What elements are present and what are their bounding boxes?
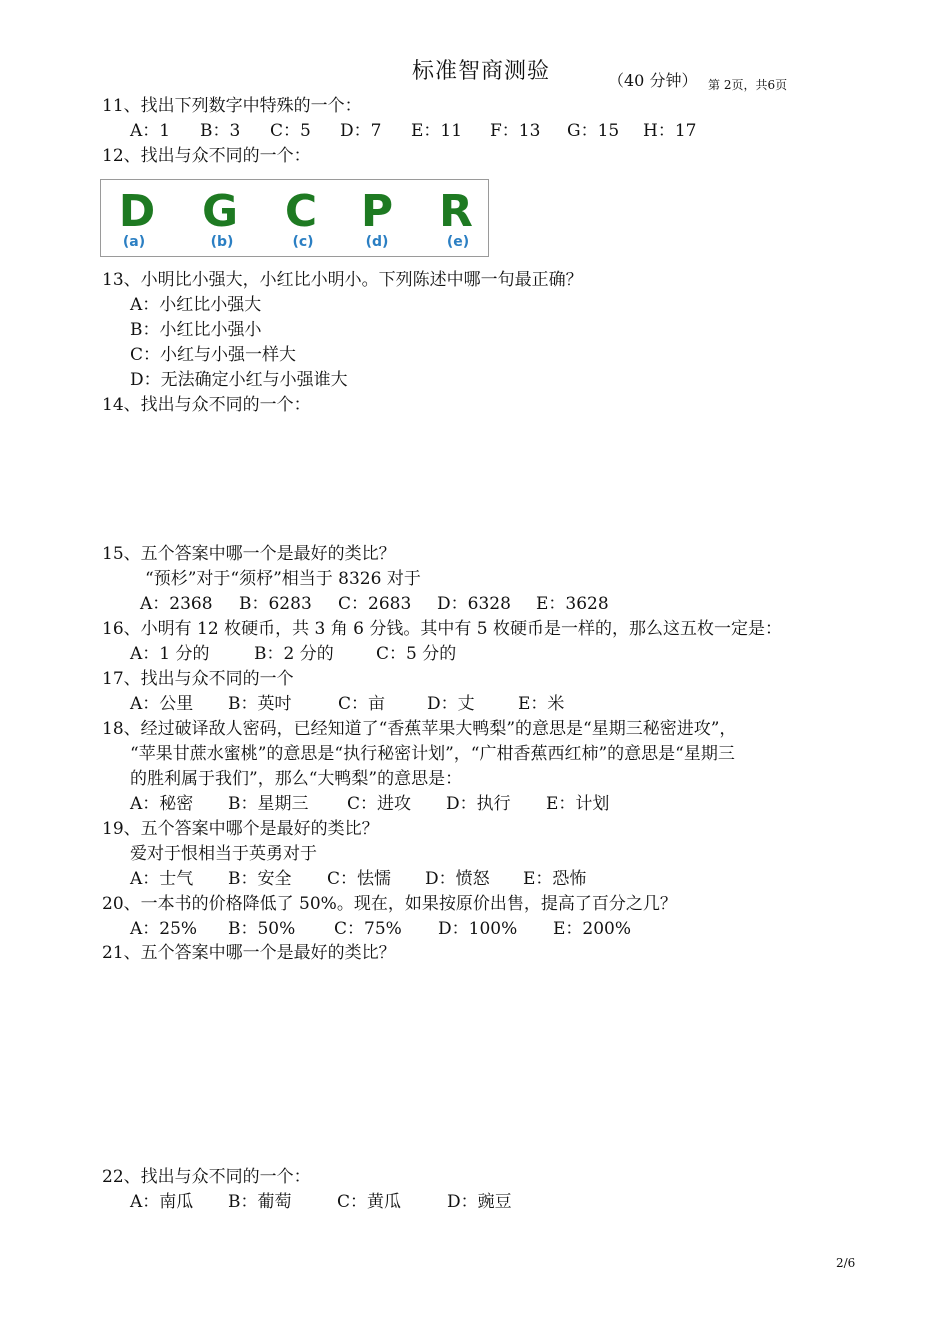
question-21: 21、五个答案中哪一个是最好的类比？ <box>102 943 396 963</box>
option-h: H：17 <box>643 121 697 141</box>
question-19-options <box>130 867 586 891</box>
letter-d: P <box>360 186 394 237</box>
option-d: D：7 <box>340 121 382 141</box>
question-12: 12、找出与众不同的一个： <box>102 146 311 166</box>
label-c: (c) <box>292 234 314 250</box>
option-e: E：200% <box>553 919 632 939</box>
page-title: 标准智商测验 <box>412 59 551 84</box>
option-a: A：1 分的 <box>130 644 210 664</box>
option-a: A：公里 <box>130 694 194 714</box>
question-20: 20、一本书的价格降低了 50%。现在，如果按原价出售，提高了百分之几？ <box>102 894 677 914</box>
test-duration: （40 分钟） <box>608 71 698 90</box>
q13-option-b: B：小红比小强小 <box>130 320 262 340</box>
option-e: E：11 <box>411 121 463 141</box>
q13-option-d: D：无法确定小红与小强谁大 <box>130 370 348 390</box>
option-b: B：6283 <box>239 594 312 614</box>
option-b: B：50% <box>228 919 296 939</box>
option-a: A：南瓜 <box>130 1192 194 1212</box>
question-17-options <box>130 692 564 716</box>
option-c: C：2683 <box>338 594 412 614</box>
question-17: 17、找出与众不同的一个 <box>102 669 294 689</box>
option-d: D：丈 <box>427 694 475 714</box>
page-number: 2/6 <box>836 1256 856 1270</box>
label-d: (d) <box>365 234 389 250</box>
option-c: C：怯懦 <box>327 869 392 889</box>
question-22-options <box>130 1190 512 1214</box>
letter-e: R <box>439 186 473 237</box>
question-22: 22、找出与众不同的一个： <box>102 1167 311 1187</box>
option-c: C：亩 <box>338 694 386 714</box>
option-e: E：计划 <box>546 794 610 814</box>
q13-option-c: C：小红与小强一样大 <box>130 345 297 365</box>
question-16: 16、小明有 12 枚硬币，共 3 角 6 分钱。其中有 5 枚硬币是一样的，那么这五枚一定是： <box>102 619 782 639</box>
letter-c: C <box>284 186 318 237</box>
option-a: A：25% <box>130 919 198 939</box>
option-c: C：黄瓜 <box>337 1192 402 1212</box>
option-c: C：5 分的 <box>376 644 457 664</box>
question-15-stem: “预杉”对于“须杼”相当于 8326 对于 <box>145 569 421 589</box>
option-c: C：75% <box>334 919 402 939</box>
option-b: B：星期三 <box>228 794 309 814</box>
option-c: C：5 <box>270 121 311 141</box>
letter-a: D <box>118 186 156 237</box>
option-b: B：安全 <box>228 869 292 889</box>
question-20-options <box>130 917 631 941</box>
label-b: (b) <box>210 234 234 250</box>
option-b: B：葡萄 <box>228 1192 292 1212</box>
question-14: 14、找出与众不同的一个： <box>102 395 311 415</box>
question-18-options <box>130 792 609 816</box>
question-16-options <box>130 642 456 666</box>
question-15: 15、五个答案中哪一个是最好的类比？ <box>102 544 396 564</box>
option-a: A：秘密 <box>130 794 194 814</box>
option-d: D：豌豆 <box>447 1192 512 1212</box>
question-19-stem: 爱对于恨相当于英勇对于 <box>130 844 317 864</box>
letters-figure <box>100 179 489 257</box>
question-18-line3: 的胜利属于我们”，那么“大鸭梨”的意思是： <box>130 769 463 789</box>
option-a: A：1 <box>130 121 171 141</box>
q13-option-a: A：小红比小强大 <box>130 295 262 315</box>
question-18-line2: “苹果甘蔗水蜜桃”的意思是“执行秘密计划”，“广柑香蕉西红柿”的意思是“星期三 <box>130 744 735 764</box>
option-d: D：执行 <box>446 794 511 814</box>
option-c: C：进攻 <box>347 794 412 814</box>
option-d: D：6328 <box>437 594 511 614</box>
option-a: A：士气 <box>130 869 194 889</box>
option-b: B：2 分的 <box>254 644 334 664</box>
question-19: 19、五个答案中哪个是最好的类比？ <box>102 819 379 839</box>
question-11-options <box>130 119 696 143</box>
question-13: 13、小明比小强大，小红比小明小。下列陈述中哪一句最正确？ <box>102 270 583 290</box>
question-11: 11、找出下列数字中特殊的一个： <box>102 96 362 116</box>
option-b: B：3 <box>200 121 241 141</box>
question-15-options <box>140 592 609 616</box>
option-a: A：2368 <box>140 594 213 614</box>
letter-b: G <box>201 186 239 237</box>
page-info: 第 2页，共6页 <box>708 78 788 92</box>
label-a: (a) <box>122 234 146 250</box>
option-e: E：米 <box>518 694 565 714</box>
option-e: E：3628 <box>536 594 609 614</box>
option-d: D：愤怒 <box>425 869 490 889</box>
option-d: D：100% <box>438 919 518 939</box>
option-g: G：15 <box>567 121 620 141</box>
label-e: (e) <box>446 234 470 250</box>
option-e: E：恐怖 <box>523 869 587 889</box>
option-f: F：13 <box>490 121 541 141</box>
question-18-line1: 18、经过破译敌人密码，已经知道了“香蕉苹果大鸭梨”的意思是“星期三秘密进攻”， <box>102 719 737 739</box>
option-b: B：英吋 <box>228 694 292 714</box>
